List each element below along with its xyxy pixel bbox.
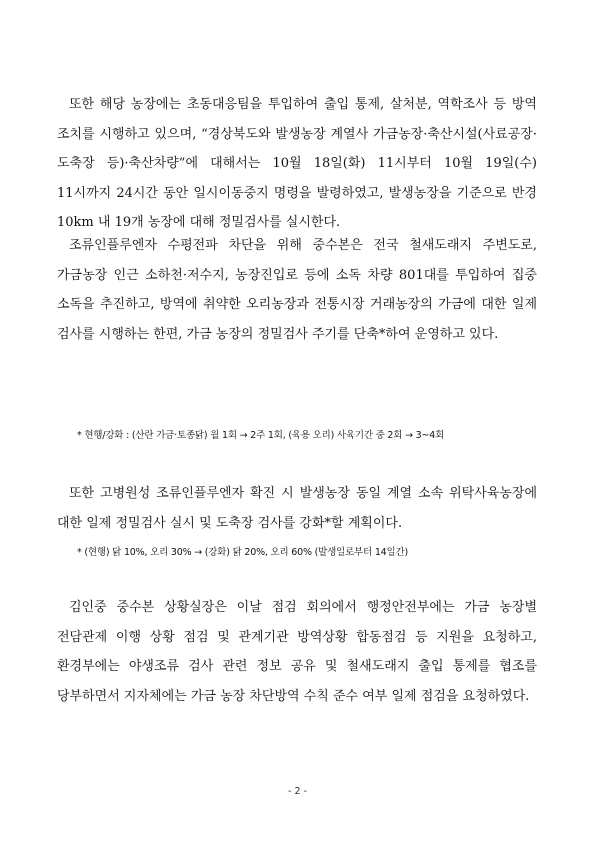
paragraph-response-measures: 또한 해당 농장에는 초동대응팀을 투입하여 출입 통제, 살처분, 역학조사 등 방역 조치를 시행하고 있으며, “경상북도와 발생농장 계열사 가금농장·축산시설(사료공장·도축장 등)·축산차량”에 대해서는 10월 18일(화) 11시부터 10월 19일(수) 11시까지 24시간 동안 일시이동중지 명령을 발령하였고, 발생농장을 기준으로 반경 10km 내 19개 농장에 대해 정밀검사를 실시한다. [57, 97, 537, 230]
footnote-inspection-cycle: * 현행/강화 : (산란 가금·토종닭) 월 1회 → 2주 1회, (육용 오리) 사육기간 중 2회 → 3~4회 [77, 430, 445, 441]
page-number: - 2 - [288, 786, 307, 797]
paragraph-meeting-requests: 김인중 중수본 상황실장은 이날 점검 회의에서 행정안전부에는 가금 농장별 전담관제 이행 상황 점검 및 관계기관 방역상황 합동점검 등 지원을 요청하고, 환경부에는 야생조류 검사 관련 정보 공유 및 철새도래지 출입 통제를 협조를 당부하면서 지자체에는 가금 농장 차단방역 수칙 준수 여부 일제 점검을 요청하였다. [57, 600, 537, 704]
paragraph-disinfection: 조류인플루엔자 수평전파 차단을 위해 중수본은 전국 철새도래지 주변도로, 가금농장 인근 소하천·저수지, 농장진입로 등에 소독 차량 801대를 투입하여 집중 소독을 추진하고, 방역에 취약한 오리농장과 전통시장 거래농장의 가금에 대한 일제 검사를 시행하는 한편, 가금 농장의 정밀검사 주기를 단축*하여 운영하고 있다. [57, 238, 537, 342]
footnote-inspection-ratio: * (현행) 닭 10%, 오리 30% → (강화) 닭 20%, 오리 60% (발생일로부터 14일간) [77, 547, 408, 558]
paragraph-inspection-plan: 또한 고병원성 조류인플루엔자 확진 시 발생농장 동일 계열 소속 위탁사육농장에 대한 일제 정밀검사 실시 및 도축장 검사를 강화*할 계획이다. [57, 486, 537, 531]
